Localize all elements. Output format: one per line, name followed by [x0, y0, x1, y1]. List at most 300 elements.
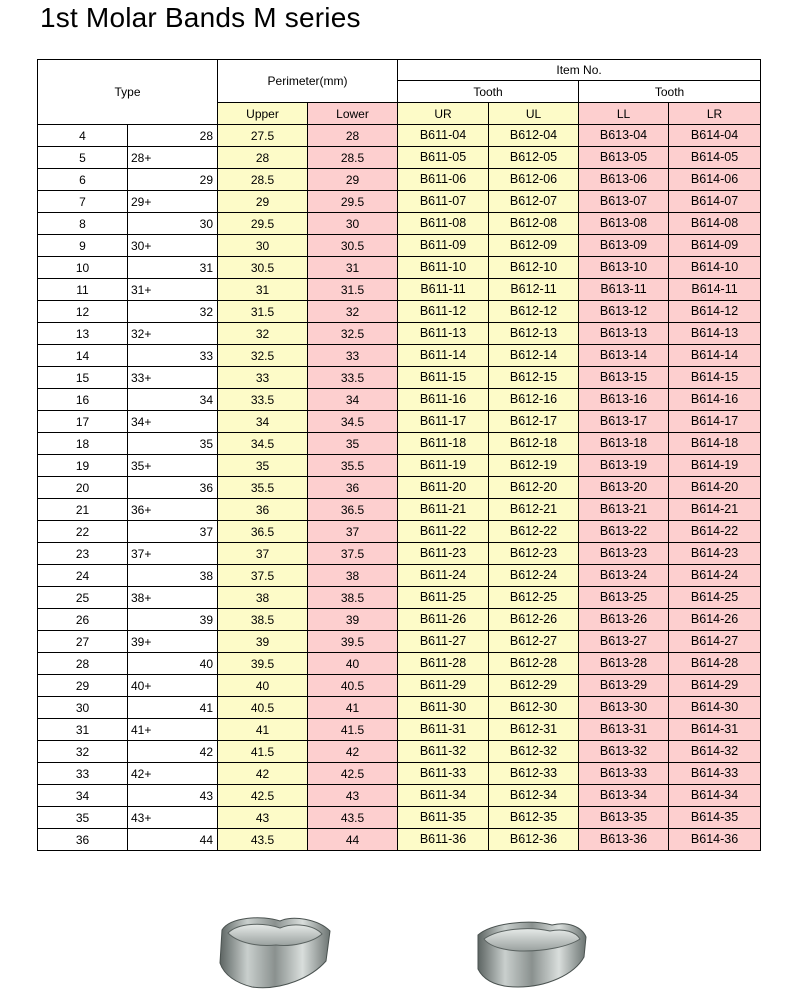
- cell-type-size: 42: [128, 741, 218, 763]
- cell-type-number: 19: [38, 455, 128, 477]
- cell-item-lr: B614-15: [669, 367, 761, 389]
- cell-type-number: 11: [38, 279, 128, 301]
- molar-band-lower-image: [478, 922, 586, 987]
- cell-type-size: 38+: [128, 587, 218, 609]
- cell-type-number: 29: [38, 675, 128, 697]
- cell-item-lr: B614-19: [669, 455, 761, 477]
- cell-type-number: 34: [38, 785, 128, 807]
- cell-item-ll: B613-36: [579, 829, 669, 851]
- table-row: [38, 169, 761, 191]
- cell-item-ll: B613-08: [579, 213, 669, 235]
- cell-type-size: 34: [128, 389, 218, 411]
- cell-item-ul: B612-09: [489, 235, 579, 257]
- cell-type-size: 37+: [128, 543, 218, 565]
- table-row: [38, 829, 761, 851]
- table-row: [38, 785, 761, 807]
- cell-type-number: 6: [38, 169, 128, 191]
- cell-type-size: 35+: [128, 455, 218, 477]
- cell-item-ul: B612-15: [489, 367, 579, 389]
- cell-perimeter-upper: 39.5: [218, 653, 308, 675]
- cell-item-ur: B611-12: [398, 301, 489, 323]
- table-row: [38, 609, 761, 631]
- cell-type-number: 24: [38, 565, 128, 587]
- cell-item-ur: B611-15: [398, 367, 489, 389]
- cell-item-lr: B614-17: [669, 411, 761, 433]
- cell-type-size: 43+: [128, 807, 218, 829]
- cell-type-size: 44: [128, 829, 218, 851]
- cell-type-number: 16: [38, 389, 128, 411]
- cell-type-size: 38: [128, 565, 218, 587]
- cell-type-size: 42+: [128, 763, 218, 785]
- cell-item-ul: B612-24: [489, 565, 579, 587]
- cell-item-ur: B611-29: [398, 675, 489, 697]
- cell-item-lr: B614-09: [669, 235, 761, 257]
- table-row: [38, 301, 761, 323]
- cell-item-ul: B612-07: [489, 191, 579, 213]
- table-row: [38, 125, 761, 147]
- cell-perimeter-lower: 36.5: [308, 499, 398, 521]
- cell-item-ul: B612-25: [489, 587, 579, 609]
- cell-perimeter-upper: 42.5: [218, 785, 308, 807]
- cell-perimeter-lower: 37.5: [308, 543, 398, 565]
- cell-perimeter-lower: 32: [308, 301, 398, 323]
- cell-item-ur: B611-11: [398, 279, 489, 301]
- cell-item-ll: B613-15: [579, 367, 669, 389]
- cell-type-number: 9: [38, 235, 128, 257]
- cell-perimeter-lower: 30: [308, 213, 398, 235]
- cell-item-ur: B611-26: [398, 609, 489, 631]
- cell-perimeter-upper: 33: [218, 367, 308, 389]
- cell-type-number: 13: [38, 323, 128, 345]
- cell-type-size: 30+: [128, 235, 218, 257]
- cell-perimeter-upper: 40: [218, 675, 308, 697]
- table-row: [38, 521, 761, 543]
- cell-item-ul: B612-34: [489, 785, 579, 807]
- cell-item-ur: B611-33: [398, 763, 489, 785]
- cell-perimeter-lower: 34: [308, 389, 398, 411]
- cell-item-lr: B614-29: [669, 675, 761, 697]
- cell-item-ul: B612-22: [489, 521, 579, 543]
- cell-item-ul: B612-18: [489, 433, 579, 455]
- cell-perimeter-upper: 41.5: [218, 741, 308, 763]
- cell-perimeter-lower: 28.5: [308, 147, 398, 169]
- cell-item-ll: B613-22: [579, 521, 669, 543]
- cell-item-lr: B614-31: [669, 719, 761, 741]
- table-row: [38, 345, 761, 367]
- cell-perimeter-upper: 34.5: [218, 433, 308, 455]
- cell-item-ur: B611-27: [398, 631, 489, 653]
- cell-perimeter-upper: 39: [218, 631, 308, 653]
- page-title: 1st Molar Bands M series: [40, 2, 361, 33]
- cell-perimeter-lower: 28: [308, 125, 398, 147]
- table-row: [38, 323, 761, 345]
- cell-type-size: 29+: [128, 191, 218, 213]
- cell-item-lr: B614-33: [669, 763, 761, 785]
- cell-item-lr: B614-07: [669, 191, 761, 213]
- cell-item-ul: B612-35: [489, 807, 579, 829]
- cell-type-number: 18: [38, 433, 128, 455]
- cell-type-number: 14: [38, 345, 128, 367]
- cell-perimeter-upper: 31: [218, 279, 308, 301]
- cell-type-size: 40: [128, 653, 218, 675]
- cell-item-lr: B614-20: [669, 477, 761, 499]
- cell-type-size: 33+: [128, 367, 218, 389]
- cell-item-lr: B614-21: [669, 499, 761, 521]
- cell-item-ul: B612-08: [489, 213, 579, 235]
- cell-item-ur: B611-25: [398, 587, 489, 609]
- cell-item-ll: B613-28: [579, 653, 669, 675]
- table-row: [38, 653, 761, 675]
- cell-item-ur: B611-34: [398, 785, 489, 807]
- cell-item-ur: B611-05: [398, 147, 489, 169]
- cell-perimeter-upper: 28.5: [218, 169, 308, 191]
- cell-perimeter-lower: 33.5: [308, 367, 398, 389]
- cell-item-ll: B613-24: [579, 565, 669, 587]
- cell-type-size: 34+: [128, 411, 218, 433]
- cell-item-ur: B611-23: [398, 543, 489, 565]
- table-row: [38, 719, 761, 741]
- cell-perimeter-lower: 29.5: [308, 191, 398, 213]
- cell-perimeter-lower: 42: [308, 741, 398, 763]
- cell-type-number: 35: [38, 807, 128, 829]
- cell-item-ur: B611-30: [398, 697, 489, 719]
- cell-item-ul: B612-14: [489, 345, 579, 367]
- table-header: [38, 60, 761, 125]
- cell-type-size: 28+: [128, 147, 218, 169]
- cell-item-ul: B612-33: [489, 763, 579, 785]
- cell-item-ul: B612-06: [489, 169, 579, 191]
- cell-item-lr: B614-06: [669, 169, 761, 191]
- cell-item-lr: B614-25: [669, 587, 761, 609]
- cell-perimeter-lower: 30.5: [308, 235, 398, 257]
- cell-item-ur: B611-31: [398, 719, 489, 741]
- cell-perimeter-upper: 27.5: [218, 125, 308, 147]
- cell-type-size: 43: [128, 785, 218, 807]
- cell-item-lr: B614-18: [669, 433, 761, 455]
- cell-item-ur: B611-17: [398, 411, 489, 433]
- header-upper: Upper: [218, 103, 308, 125]
- cell-item-ll: B613-35: [579, 807, 669, 829]
- cell-item-ul: B612-26: [489, 609, 579, 631]
- cell-item-lr: B614-35: [669, 807, 761, 829]
- cell-perimeter-upper: 33.5: [218, 389, 308, 411]
- cell-item-ll: B613-29: [579, 675, 669, 697]
- cell-perimeter-lower: 43: [308, 785, 398, 807]
- cell-item-ur: B611-32: [398, 741, 489, 763]
- cell-item-ul: B612-20: [489, 477, 579, 499]
- header-ul: UL: [489, 103, 579, 125]
- cell-item-ur: B611-24: [398, 565, 489, 587]
- cell-item-lr: B614-08: [669, 213, 761, 235]
- table-row: [38, 543, 761, 565]
- cell-type-number: 8: [38, 213, 128, 235]
- cell-item-ll: B613-11: [579, 279, 669, 301]
- cell-type-number: 12: [38, 301, 128, 323]
- cell-item-ll: B613-34: [579, 785, 669, 807]
- cell-perimeter-upper: 42: [218, 763, 308, 785]
- cell-item-ul: B612-10: [489, 257, 579, 279]
- cell-item-ll: B613-12: [579, 301, 669, 323]
- cell-item-ur: B611-13: [398, 323, 489, 345]
- cell-item-ul: B612-30: [489, 697, 579, 719]
- cell-item-ll: B613-26: [579, 609, 669, 631]
- cell-perimeter-lower: 43.5: [308, 807, 398, 829]
- cell-type-number: 30: [38, 697, 128, 719]
- table-row: [38, 389, 761, 411]
- cell-type-number: 15: [38, 367, 128, 389]
- cell-item-ul: B612-13: [489, 323, 579, 345]
- table-body: [38, 125, 761, 851]
- cell-perimeter-upper: 32.5: [218, 345, 308, 367]
- cell-item-ll: B613-21: [579, 499, 669, 521]
- cell-item-ul: B612-05: [489, 147, 579, 169]
- molar-bands-table: [37, 59, 761, 851]
- cell-item-lr: B614-11: [669, 279, 761, 301]
- cell-item-ur: B611-18: [398, 433, 489, 455]
- header-ur: UR: [398, 103, 489, 125]
- cell-type-number: 20: [38, 477, 128, 499]
- cell-type-number: 26: [38, 609, 128, 631]
- cell-perimeter-upper: 36.5: [218, 521, 308, 543]
- cell-item-ul: B612-21: [489, 499, 579, 521]
- cell-type-number: 22: [38, 521, 128, 543]
- cell-perimeter-upper: 28: [218, 147, 308, 169]
- cell-type-number: 36: [38, 829, 128, 851]
- cell-type-size: 29: [128, 169, 218, 191]
- cell-item-lr: B614-22: [669, 521, 761, 543]
- cell-item-ll: B613-30: [579, 697, 669, 719]
- table-row: [38, 675, 761, 697]
- header-tooth-upper: Tooth: [398, 81, 579, 103]
- cell-type-size: 35: [128, 433, 218, 455]
- molar-band-upper-image: [220, 918, 330, 988]
- cell-perimeter-lower: 44: [308, 829, 398, 851]
- cell-item-lr: B614-13: [669, 323, 761, 345]
- cell-type-size: 36: [128, 477, 218, 499]
- cell-perimeter-lower: 29: [308, 169, 398, 191]
- cell-item-ll: B613-25: [579, 587, 669, 609]
- cell-perimeter-lower: 35: [308, 433, 398, 455]
- cell-perimeter-upper: 35.5: [218, 477, 308, 499]
- cell-item-ur: B611-07: [398, 191, 489, 213]
- cell-perimeter-upper: 34: [218, 411, 308, 433]
- header-ll: LL: [579, 103, 669, 125]
- cell-type-size: 39: [128, 609, 218, 631]
- cell-item-lr: B614-34: [669, 785, 761, 807]
- cell-type-number: 21: [38, 499, 128, 521]
- table-row: [38, 257, 761, 279]
- cell-item-ll: B613-32: [579, 741, 669, 763]
- cell-item-lr: B614-04: [669, 125, 761, 147]
- cell-perimeter-lower: 33: [308, 345, 398, 367]
- cell-perimeter-upper: 40.5: [218, 697, 308, 719]
- cell-perimeter-upper: 41: [218, 719, 308, 741]
- cell-perimeter-upper: 38: [218, 587, 308, 609]
- cell-item-lr: B614-36: [669, 829, 761, 851]
- cell-perimeter-lower: 38.5: [308, 587, 398, 609]
- cell-perimeter-lower: 42.5: [308, 763, 398, 785]
- cell-item-lr: B614-32: [669, 741, 761, 763]
- cell-item-lr: B614-28: [669, 653, 761, 675]
- table-row: [38, 763, 761, 785]
- cell-item-ll: B613-04: [579, 125, 669, 147]
- cell-item-ur: B611-20: [398, 477, 489, 499]
- cell-perimeter-lower: 31: [308, 257, 398, 279]
- cell-item-lr: B614-23: [669, 543, 761, 565]
- cell-type-size: 41+: [128, 719, 218, 741]
- table-row: [38, 565, 761, 587]
- cell-type-number: 17: [38, 411, 128, 433]
- cell-type-number: 27: [38, 631, 128, 653]
- cell-item-ul: B612-17: [489, 411, 579, 433]
- cell-type-number: 28: [38, 653, 128, 675]
- cell-item-ur: B611-08: [398, 213, 489, 235]
- cell-perimeter-upper: 31.5: [218, 301, 308, 323]
- cell-item-ur: B611-28: [398, 653, 489, 675]
- cell-type-size: 31+: [128, 279, 218, 301]
- cell-type-size: 40+: [128, 675, 218, 697]
- cell-perimeter-lower: 38: [308, 565, 398, 587]
- cell-perimeter-lower: 40: [308, 653, 398, 675]
- cell-type-number: 32: [38, 741, 128, 763]
- cell-perimeter-upper: 29: [218, 191, 308, 213]
- cell-type-size: 33: [128, 345, 218, 367]
- cell-type-size: 31: [128, 257, 218, 279]
- table-row: [38, 147, 761, 169]
- cell-item-lr: B614-14: [669, 345, 761, 367]
- table-row: [38, 697, 761, 719]
- cell-perimeter-upper: 38.5: [218, 609, 308, 631]
- cell-perimeter-upper: 37: [218, 543, 308, 565]
- table-row: [38, 213, 761, 235]
- cell-perimeter-upper: 29.5: [218, 213, 308, 235]
- cell-item-ll: B613-19: [579, 455, 669, 477]
- cell-item-ur: B611-06: [398, 169, 489, 191]
- cell-item-lr: B614-30: [669, 697, 761, 719]
- cell-item-ll: B613-20: [579, 477, 669, 499]
- cell-perimeter-lower: 41: [308, 697, 398, 719]
- cell-item-ul: B612-27: [489, 631, 579, 653]
- product-images: [0, 895, 800, 1000]
- molar-band-images: [0, 895, 800, 1000]
- cell-type-size: 37: [128, 521, 218, 543]
- header-type: Type: [38, 60, 218, 125]
- cell-item-ul: B612-28: [489, 653, 579, 675]
- cell-item-ll: B613-09: [579, 235, 669, 257]
- cell-item-ur: B611-22: [398, 521, 489, 543]
- table-row: [38, 235, 761, 257]
- cell-type-size: 32: [128, 301, 218, 323]
- cell-type-size: 28: [128, 125, 218, 147]
- cell-item-ll: B613-10: [579, 257, 669, 279]
- cell-item-ur: B611-21: [398, 499, 489, 521]
- cell-item-ur: B611-10: [398, 257, 489, 279]
- cell-item-ll: B613-13: [579, 323, 669, 345]
- table-row: [38, 433, 761, 455]
- cell-type-number: 4: [38, 125, 128, 147]
- cell-item-ur: B611-36: [398, 829, 489, 851]
- cell-perimeter-upper: 30.5: [218, 257, 308, 279]
- cell-item-ul: B612-04: [489, 125, 579, 147]
- table-row: [38, 631, 761, 653]
- cell-item-ul: B612-32: [489, 741, 579, 763]
- cell-item-ll: B613-16: [579, 389, 669, 411]
- cell-item-lr: B614-05: [669, 147, 761, 169]
- table-row: [38, 807, 761, 829]
- cell-type-size: 30: [128, 213, 218, 235]
- cell-type-number: 23: [38, 543, 128, 565]
- cell-perimeter-lower: 41.5: [308, 719, 398, 741]
- cell-perimeter-upper: 35: [218, 455, 308, 477]
- cell-item-ul: B612-31: [489, 719, 579, 741]
- cell-item-ul: B612-16: [489, 389, 579, 411]
- header-lr: LR: [669, 103, 761, 125]
- cell-perimeter-upper: 37.5: [218, 565, 308, 587]
- cell-item-ur: B611-19: [398, 455, 489, 477]
- cell-type-number: 31: [38, 719, 128, 741]
- cell-perimeter-upper: 32: [218, 323, 308, 345]
- table-row: [38, 455, 761, 477]
- cell-type-size: 32+: [128, 323, 218, 345]
- header-tooth-lower: Tooth: [579, 81, 761, 103]
- cell-item-ll: B613-07: [579, 191, 669, 213]
- cell-item-ur: B611-16: [398, 389, 489, 411]
- cell-item-ul: B612-29: [489, 675, 579, 697]
- cell-item-lr: B614-24: [669, 565, 761, 587]
- cell-perimeter-lower: 39: [308, 609, 398, 631]
- cell-item-ll: B613-14: [579, 345, 669, 367]
- header-item-no: Item No.: [398, 60, 761, 81]
- cell-type-number: 33: [38, 763, 128, 785]
- header-perimeter: Perimeter(mm): [218, 60, 398, 103]
- table-row: [38, 191, 761, 213]
- cell-item-ll: B613-31: [579, 719, 669, 741]
- cell-item-ur: B611-09: [398, 235, 489, 257]
- cell-perimeter-upper: 43.5: [218, 829, 308, 851]
- cell-type-size: 36+: [128, 499, 218, 521]
- cell-type-number: 7: [38, 191, 128, 213]
- cell-item-lr: B614-10: [669, 257, 761, 279]
- cell-item-lr: B614-27: [669, 631, 761, 653]
- table-row: [38, 587, 761, 609]
- cell-perimeter-lower: 31.5: [308, 279, 398, 301]
- table-row: [38, 741, 761, 763]
- table-row: [38, 279, 761, 301]
- cell-item-lr: B614-26: [669, 609, 761, 631]
- cell-type-number: 5: [38, 147, 128, 169]
- cell-perimeter-lower: 36: [308, 477, 398, 499]
- cell-perimeter-lower: 34.5: [308, 411, 398, 433]
- cell-item-ur: B611-35: [398, 807, 489, 829]
- cell-perimeter-lower: 35.5: [308, 455, 398, 477]
- cell-perimeter-upper: 36: [218, 499, 308, 521]
- cell-item-ll: B613-17: [579, 411, 669, 433]
- header-lower: Lower: [308, 103, 398, 125]
- cell-item-lr: B614-16: [669, 389, 761, 411]
- cell-item-ul: B612-11: [489, 279, 579, 301]
- cell-type-number: 25: [38, 587, 128, 609]
- cell-perimeter-upper: 43: [218, 807, 308, 829]
- table-row: [38, 499, 761, 521]
- cell-type-size: 39+: [128, 631, 218, 653]
- cell-item-ul: B612-23: [489, 543, 579, 565]
- cell-item-ll: B613-18: [579, 433, 669, 455]
- cell-item-ur: B611-14: [398, 345, 489, 367]
- cell-item-ll: B613-06: [579, 169, 669, 191]
- cell-item-ur: B611-04: [398, 125, 489, 147]
- cell-type-size: 41: [128, 697, 218, 719]
- cell-perimeter-lower: 37: [308, 521, 398, 543]
